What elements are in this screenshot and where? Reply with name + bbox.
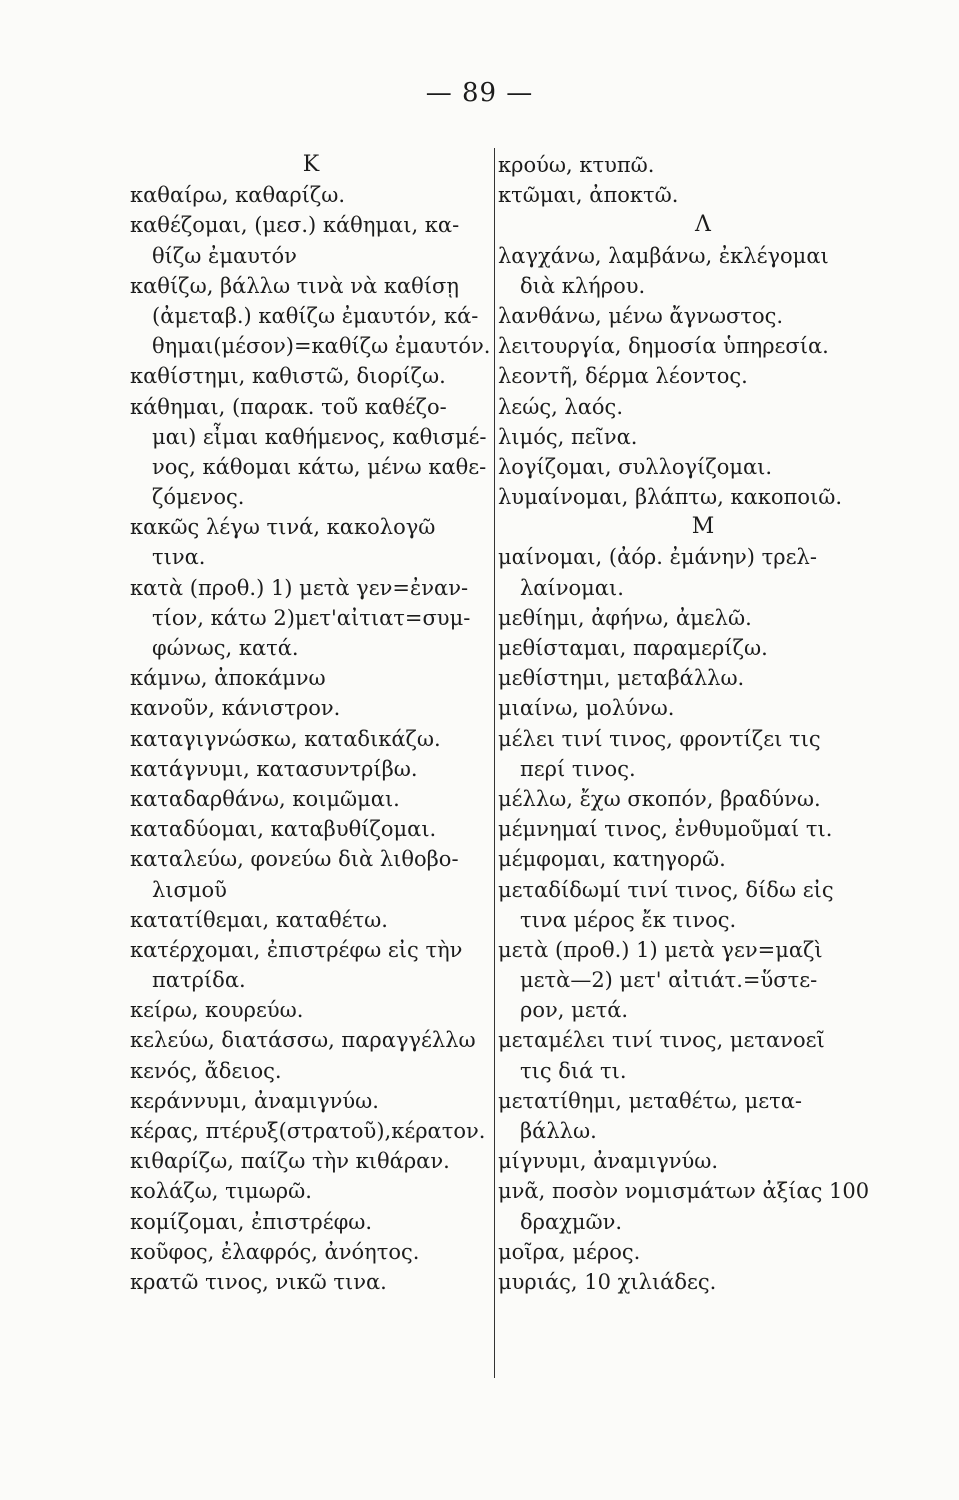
dictionary-entry: λεώς, λαός. (498, 394, 623, 419)
dictionary-entry: κατατίθεμαι, καταθέτω. (130, 907, 388, 932)
dictionary-entry: λαγχάνω, λαμβάνω, ἐκλέγομαι (498, 243, 829, 268)
dictionary-entry: μεταδίδωμί τινί τινος, δίδω εἰς (498, 877, 834, 902)
dictionary-entry: καθαίρω, καθαρίζω. (130, 183, 346, 208)
dictionary-entry: καταδαρθάνω, κοιμῶμαι. (130, 786, 400, 811)
dictionary-entry: λυμαίνομαι, βλάπτω, κακοποιῶ. (498, 485, 843, 510)
dictionary-entry: μετὰ (προθ.) 1) μετὰ γεν=μαζὶ (498, 937, 823, 962)
dictionary-entry: καθέζομαι, (μεσ.) κάθημαι, κα- (130, 213, 460, 238)
dictionary-entry: μέμνημαί τινος, ἐνθυμοῦμαί τι. (498, 817, 833, 842)
page-number: — 89 — (425, 78, 534, 108)
entry-continuation: τις διά τι. (520, 1058, 627, 1083)
entry-continuation: ζόμενος. (152, 485, 245, 510)
dictionary-entry: κοῦφος, ἐλαφρός, ἀνόητος. (130, 1239, 420, 1264)
entry-continuation: λαίνομαι. (520, 575, 624, 600)
entry-continuation: λισμοῦ (152, 877, 227, 902)
dictionary-entry: μεθίστημι, μεταβάλλω. (498, 666, 745, 691)
dictionary-entry: μεταμέλει τινί τινος, μετανοεῖ (498, 1028, 825, 1053)
entry-continuation: μαι) εἶμαι καθήμενος, καθισμέ- (152, 424, 487, 449)
dictionary-entry: μέλει τινί τινος, φροντίζει τις (498, 726, 821, 751)
dictionary-entry: μεθίημι, ἀφήνω, ἀμελῶ. (498, 605, 752, 630)
entry-continuation: τινα. (152, 545, 206, 570)
entry-continuation: μετὰ—2) μετ' αἰτιάτ.=ὕστε- (520, 968, 818, 993)
entry-continuation: τίον, κάτω 2)μετ'αἰτιατ=συμ- (152, 605, 471, 630)
dictionary-entry: μοῖρα, μέρος. (498, 1239, 641, 1264)
letter-heading: Λ (695, 212, 711, 238)
dictionary-entry: κρατῶ τινος, νικῶ τινα. (130, 1269, 387, 1294)
dictionary-entry: μυριάς, 10 χιλιάδες. (498, 1269, 717, 1294)
dictionary-entry: καθίζω, βάλλω τινὰ νὰ καθίσῃ (130, 273, 459, 298)
dictionary-entry: μέλλω, ἔχω σκοπόν, βραδύνω. (498, 786, 821, 811)
dictionary-entry: μεθίσταμαι, παραμερίζω. (498, 636, 768, 660)
left-column (130, 150, 492, 1297)
dictionary-entry: καταδύομαι, καταβυθίζομαι. (130, 817, 437, 842)
entry-continuation: φώνως, κατά. (152, 636, 299, 660)
entry-continuation: πατρίδα. (152, 968, 246, 993)
dictionary-entry: κέρας, πτέρυξ(στρατοῦ),κέρατον. (130, 1119, 486, 1143)
dictionary-entry: κατὰ (προθ.) 1) μετὰ γεν=ἐναν- (130, 575, 469, 600)
dictionary-entry: μέμφομαι, κατηγορῶ. (498, 847, 726, 872)
dictionary-entry: μιαίνω, μολύνω. (498, 696, 675, 721)
dictionary-entry: κανοῦν, κάνιστρον. (130, 696, 341, 721)
dictionary-entry: καθίστημι, καθιστῶ, διορίζω. (130, 364, 446, 389)
entry-continuation: διὰ κλήρου. (520, 273, 646, 298)
dictionary-entry: κελεύω, διατάσσω, παραγγέλλω (130, 1028, 476, 1053)
dictionary-entry: κρούω, κτυπῶ. (498, 153, 655, 177)
dictionary-entry: κεράννυμι, ἀναμιγνύω. (130, 1088, 379, 1113)
entry-continuation: βάλλω. (520, 1119, 597, 1143)
letter-heading: K (302, 152, 320, 177)
dictionary-entry: λεοντῆ, δέρμα λέοντος. (498, 364, 748, 389)
dictionary-entry: κιθαρίζω, παίζω τὴν κιθάραν. (130, 1149, 450, 1174)
dictionary-entry: κενός, ἄδειος. (130, 1058, 282, 1083)
dictionary-entry: μετατίθημι, μεταθέτω, μετα- (498, 1088, 802, 1113)
entry-continuation: θημαι(μέσον)=καθίζω ἐμαυτόν. (152, 334, 491, 359)
right-column (498, 150, 908, 1297)
dictionary-entry: μνᾶ, ποσὸν νομισμάτων ἀξίας 100 (498, 1179, 870, 1204)
entry-continuation: τινα μέρος ἔκ τινος. (520, 907, 737, 932)
dictionary-entry: λανθάνω, μένω ἄγνωστος. (498, 303, 784, 328)
dictionary-entry: κακῶς λέγω τινά, κακολογῶ (130, 515, 436, 540)
dictionary-entry: κατάγνυμι, κατασυντρίβω. (130, 756, 418, 781)
dictionary-entry: κομίζομαι, ἐπιστρέφω. (130, 1209, 373, 1234)
dictionary-entry: κτῶμαι, ἀποκτῶ. (498, 183, 679, 208)
entry-continuation: ρον, μετά. (520, 998, 629, 1023)
column-divider (494, 148, 495, 1378)
dictionary-entry: λογίζομαι, συλλογίζομαι. (498, 454, 773, 479)
entry-continuation: νος, κάθομαι κάτω, μένω καθε- (152, 454, 487, 479)
entry-continuation: περί τινος. (520, 756, 636, 781)
dictionary-entry: κατέρχομαι, ἐπιστρέφω εἰς τὴν (130, 937, 463, 962)
entry-continuation: θίζω ἐμαυτόν (152, 243, 297, 268)
dictionary-entry: κάμνω, ἀποκάμνω (130, 666, 326, 691)
dictionary-entry: καταγιγνώσκω, καταδικάζω. (130, 726, 441, 751)
dictionary-entry: κείρω, κουρεύω. (130, 998, 304, 1023)
dictionary-entry: μίγνυμι, ἀναμιγνύω. (498, 1149, 719, 1174)
dictionary-entry: λειτουργία, δημοσία ὑπηρεσία. (498, 334, 829, 359)
dictionary-entry: κάθημαι, (παρακ. τοῦ καθέζο- (130, 394, 447, 419)
dictionary-entry: καταλεύω, φονεύω διὰ λιθοβο- (130, 847, 459, 872)
entry-continuation: δραχμῶν. (520, 1209, 623, 1234)
dictionary-entry: λιμός, πεῖνα. (498, 424, 638, 449)
letter-heading: M (691, 514, 715, 540)
dictionary-entry: κολάζω, τιμωρῶ. (130, 1179, 312, 1204)
dictionary-entry: μαίνομαι, (ἀόρ. ἐμάνην) τρελ- (498, 545, 817, 570)
entry-continuation: (ἀμεταβ.) καθίζω ἐμαυτόν, κά- (152, 303, 479, 328)
